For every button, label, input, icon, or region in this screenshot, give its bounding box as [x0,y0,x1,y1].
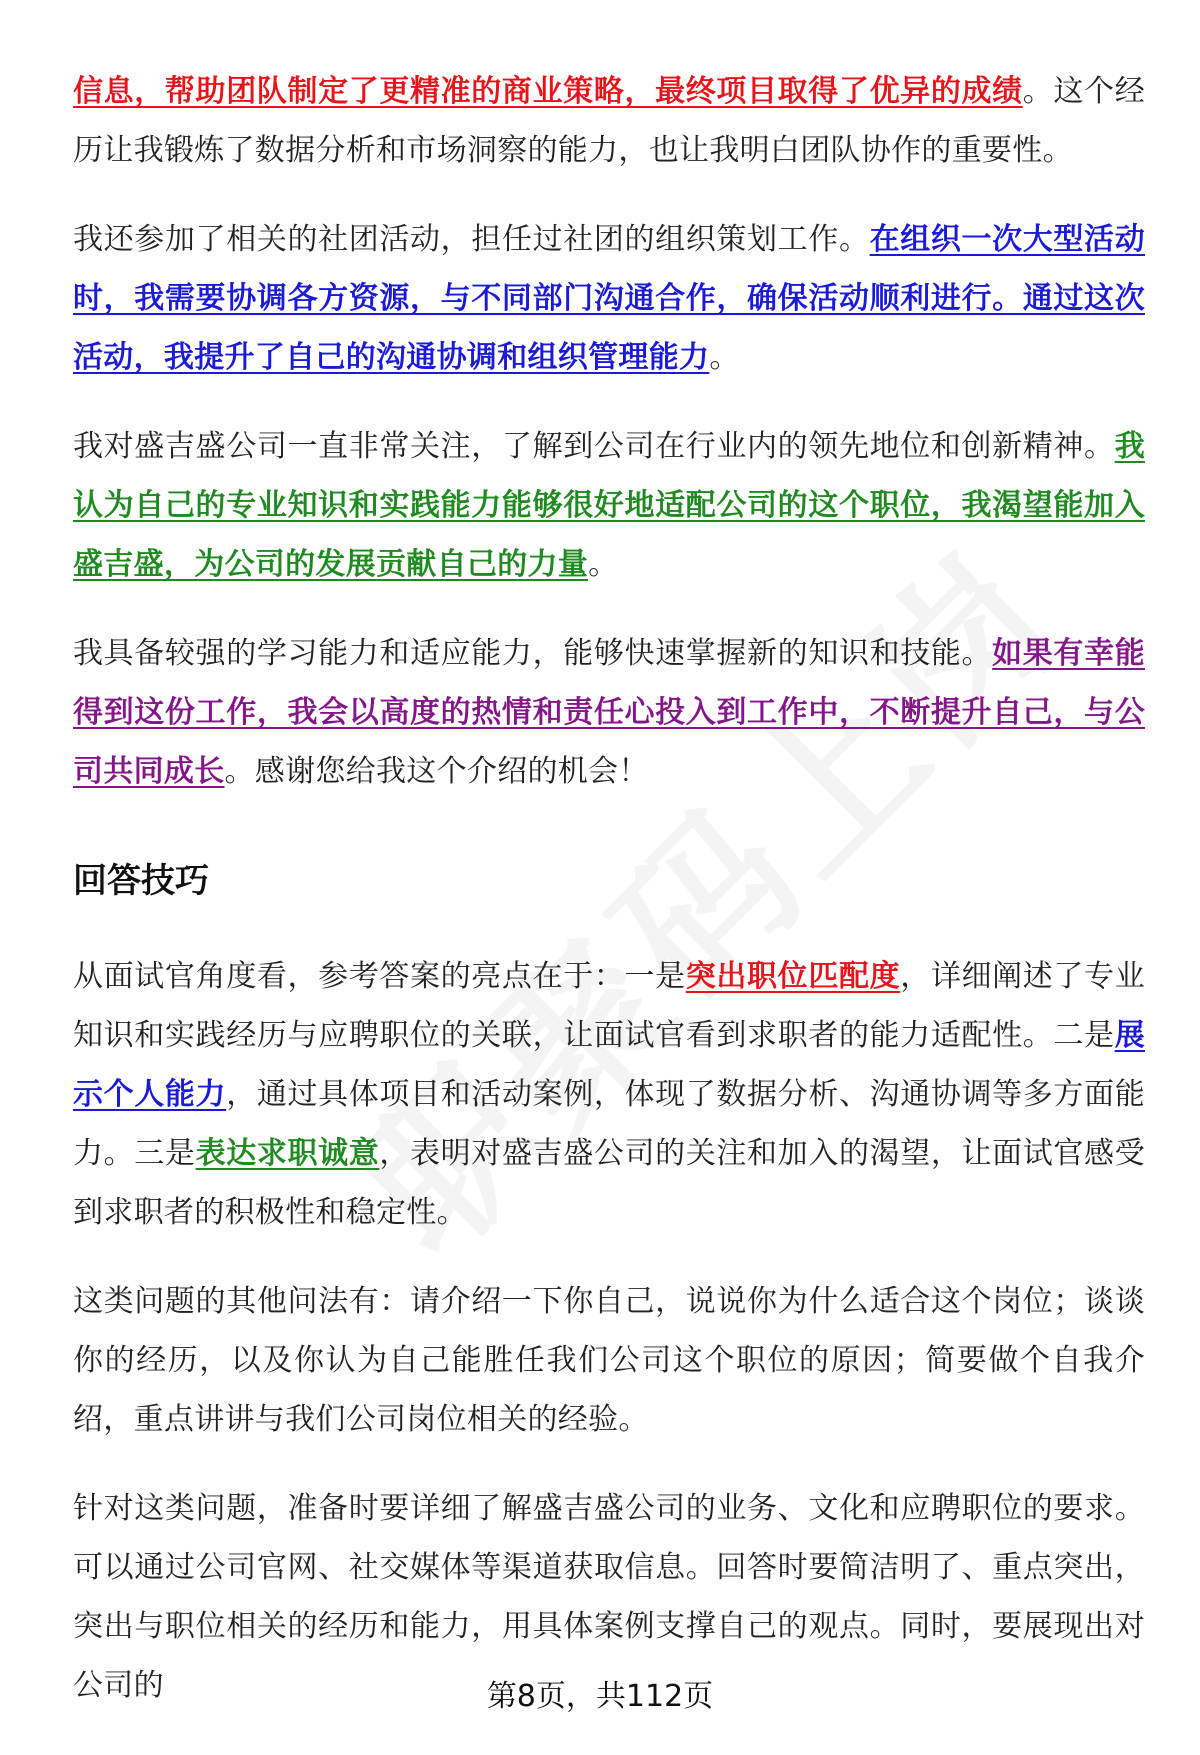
keyword-job-match: 突出职位匹配度 [685,959,901,994]
answer-paragraph-2 [73,210,1145,387]
highlight-purple: 如果有幸能得到这份工作，我会以高度的热情和责任心投入到工作中，不断提升自己，与公司共同成长 [73,636,1146,789]
section-title: 回答技巧 [73,861,209,901]
paragraph-text: 。 [588,547,619,582]
paragraph-text: ，详细阐述了专业知识和实践经历与应聘职位的关联，让面试官看到求职者的能力适配性。二是 [73,959,1145,1053]
paragraph-text: 。感谢您给我这个介绍的机会！ [224,754,649,789]
highlight-green: 我认为自己的专业知识和实践能力能够很好地适配公司的这个职位，我渴望能加入盛吉盛，为公司的发展贡献自己的力量 [73,429,1145,582]
keyword-personal-ability: 展示个人能力 [73,1018,1145,1112]
paragraph-text: 。 [709,340,740,375]
page-number: 第8页，共112页 [486,1679,714,1714]
tips-paragraph-3: 针对这类问题，准备时要详细了解盛吉盛公司的业务、文化和应聘职位的要求。可以通过公司官网、社交媒体等渠道获取信息。回答时要简洁明了、重点突出，突出与职位相关的经历和能力，用具体案例支撑自己的观点。同时，要展现出对公司的 [73,1491,1145,1703]
paragraph-text: 。这个经历让我锻炼了数据分析和市场洞察的能力，也让我明白团队协作的重要性。 [73,74,1145,168]
paragraph-text: ，通过具体项目和活动案例，体现了数据分析、沟通协调等多方面能力。三是 [73,1077,1146,1171]
keyword-sincerity: 表达求职诚意 [195,1136,380,1171]
paragraph-text: 我对盛吉盛公司一直非常关注，了解到公司在行业内的领先地位和创新精神。 [73,429,1115,464]
answer-paragraph-3 [73,417,1145,594]
highlight-red: 信息，帮助团队制定了更精准的商业策略，最终项目取得了优异的成绩 [73,74,1023,109]
paragraph-text: 我具备较强的学习能力和适应能力，能够快速掌握新的知识和技能。 [73,636,993,671]
tips-paragraph-2: 这类问题的其他问法有：请介绍一下你自己，说说你为什么适合这个岗位；谈谈你的经历，以及你认为自己能胜任我们公司这个职位的原因；简要做个自我介绍，重点讲讲与我们公司岗位相关的经验。 [73,1284,1145,1437]
tips-paragraph-1 [73,947,1145,1242]
paragraph-text: 我还参加了相关的社团活动，担任过社团的组织策划工作。 [73,222,870,257]
paragraph-text: ，表明对盛吉盛公司的关注和加入的渴望，让面试官感受到求职者的积极性和稳定性。 [73,1136,1145,1230]
paragraph-text: 从面试官角度看，参考答案的亮点在于：一是 [73,959,686,994]
highlight-blue: 在组织一次大型活动时，我需要协调各方资源，与不同部门沟通合作，确保活动顺利进行。通过这次活动，我提升了自己的沟通协调和组织管理能力 [73,222,1145,375]
answer-paragraph-1 [73,62,1145,180]
answer-paragraph-4 [73,624,1145,801]
document-page [73,62,1145,1745]
